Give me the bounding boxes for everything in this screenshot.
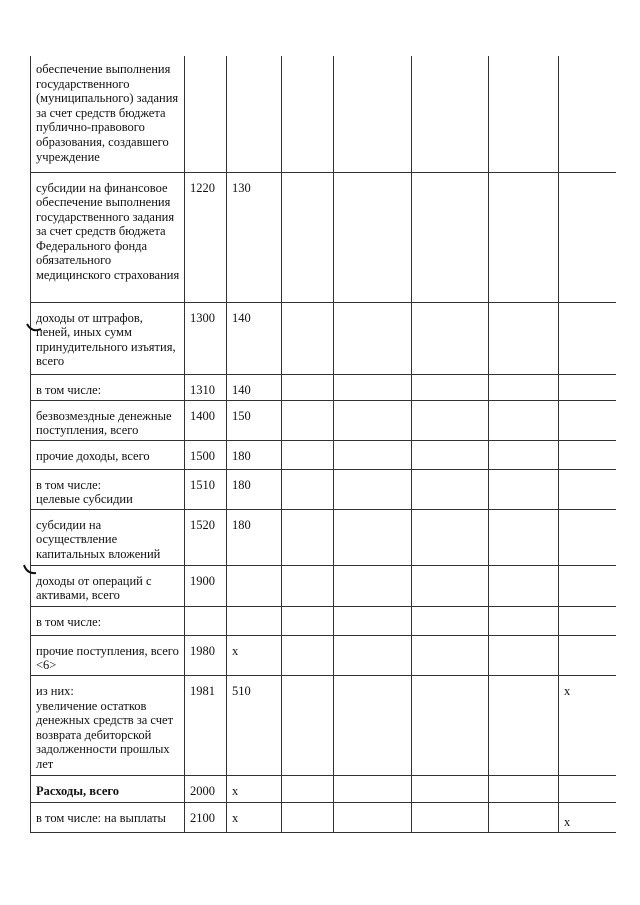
- row-kbk-cell: [227, 606, 282, 635]
- table-row: [31, 606, 616, 635]
- empty-cell: [282, 172, 334, 302]
- row-code-cell: 2100: [185, 803, 227, 833]
- empty-cell: [282, 440, 334, 469]
- empty-cell: [489, 509, 559, 565]
- row-name-cell: доходы от штрафов, пеней, иных сумм принудительного изъятия, всего: [31, 302, 185, 374]
- row-extra-cell: [559, 776, 616, 803]
- empty-cell: [282, 676, 334, 776]
- empty-cell: [334, 56, 412, 172]
- empty-cell: [489, 400, 559, 440]
- row-code-cell: 1520: [185, 509, 227, 565]
- empty-cell: [334, 469, 412, 509]
- empty-cell: [489, 374, 559, 400]
- empty-cell: [412, 440, 489, 469]
- row-name-cell: в том числе:: [31, 374, 185, 400]
- row-code-cell: 2000: [185, 776, 227, 803]
- empty-cell: [412, 400, 489, 440]
- empty-cell: [334, 776, 412, 803]
- row-name-cell: обеспечение выполнения государственного (муниципального) задания за счет средств бюджета публично-правового образования, создавшего учреждение: [31, 56, 185, 172]
- row-extra-cell: [559, 56, 616, 172]
- row-name-cell: Расходы, всего: [31, 776, 185, 803]
- empty-cell: [412, 374, 489, 400]
- empty-cell: [412, 676, 489, 776]
- row-code-cell: 1400: [185, 400, 227, 440]
- row-kbk-cell: x: [227, 635, 282, 675]
- row-kbk-cell: 150: [227, 400, 282, 440]
- table-row: [31, 302, 616, 374]
- row-code-cell: 1900: [185, 565, 227, 606]
- row-kbk-cell: x: [227, 776, 282, 803]
- row-name-cell: субсидии на финансовое обеспечение выполнения государственного задания за счет средств бюджета Федерального фонда обязательного медицинского страхования: [31, 172, 185, 302]
- empty-cell: [282, 635, 334, 675]
- row-kbk-cell: 180: [227, 469, 282, 509]
- row-extra-cell: x: [559, 803, 616, 833]
- row-extra-cell: [559, 509, 616, 565]
- row-kbk-cell: 140: [227, 302, 282, 374]
- empty-cell: [282, 776, 334, 803]
- row-name-cell: прочие поступления, всего <6>: [31, 635, 185, 675]
- row-name-cell: из них: увеличение остатков денежных средств за счет возврата дебиторской задолженности прошлых лет: [31, 676, 185, 776]
- empty-cell: [412, 565, 489, 606]
- empty-cell: [334, 565, 412, 606]
- empty-cell: [282, 56, 334, 172]
- empty-cell: [282, 803, 334, 833]
- empty-cell: [489, 469, 559, 509]
- empty-cell: [412, 302, 489, 374]
- table-row: [31, 565, 616, 606]
- row-extra-cell: [559, 172, 616, 302]
- table-row: [31, 374, 616, 400]
- empty-cell: [334, 302, 412, 374]
- scan-mark-icon: [26, 322, 42, 334]
- row-extra-cell: [559, 374, 616, 400]
- empty-cell: [334, 676, 412, 776]
- empty-cell: [412, 509, 489, 565]
- row-kbk-cell: 140: [227, 374, 282, 400]
- empty-cell: [334, 803, 412, 833]
- empty-cell: [489, 56, 559, 172]
- empty-cell: [282, 374, 334, 400]
- table-row: [31, 400, 616, 440]
- empty-cell: [334, 172, 412, 302]
- row-code-cell: [185, 606, 227, 635]
- table-row: [31, 803, 616, 833]
- row-name-cell: субсидии на осуществление капитальных вложений: [31, 509, 185, 565]
- row-name-cell: в том числе:: [31, 606, 185, 635]
- row-kbk-cell: [227, 56, 282, 172]
- empty-cell: [489, 676, 559, 776]
- row-extra-cell: [559, 400, 616, 440]
- empty-cell: [282, 606, 334, 635]
- table-row: [31, 469, 616, 509]
- budget-table: [30, 56, 616, 833]
- table-row: [31, 776, 616, 803]
- row-kbk-cell: 180: [227, 509, 282, 565]
- empty-cell: [334, 606, 412, 635]
- scan-mark-icon: [22, 564, 38, 576]
- empty-cell: [412, 803, 489, 833]
- row-code-cell: 1980: [185, 635, 227, 675]
- empty-cell: [282, 509, 334, 565]
- empty-cell: [489, 172, 559, 302]
- row-extra-cell: [559, 565, 616, 606]
- empty-cell: [412, 606, 489, 635]
- row-name-cell: в том числе: целевые субсидии: [31, 469, 185, 509]
- empty-cell: [334, 635, 412, 675]
- empty-cell: [489, 302, 559, 374]
- table-row: [31, 440, 616, 469]
- row-extra-cell: [559, 302, 616, 374]
- empty-cell: [412, 56, 489, 172]
- empty-cell: [489, 565, 559, 606]
- row-extra-cell: x: [559, 676, 616, 776]
- empty-cell: [412, 635, 489, 675]
- table-row: [31, 172, 616, 302]
- row-name-cell: безвозмездные денежные поступления, всего: [31, 400, 185, 440]
- row-code-cell: 1300: [185, 302, 227, 374]
- empty-cell: [334, 374, 412, 400]
- table-row: [31, 635, 616, 675]
- empty-cell: [412, 172, 489, 302]
- row-code-cell: 1510: [185, 469, 227, 509]
- row-name-cell: прочие доходы, всего: [31, 440, 185, 469]
- row-kbk-cell: 510: [227, 676, 282, 776]
- empty-cell: [489, 606, 559, 635]
- row-kbk-cell: [227, 565, 282, 606]
- row-code-cell: 1500: [185, 440, 227, 469]
- empty-cell: [489, 776, 559, 803]
- row-kbk-cell: 130: [227, 172, 282, 302]
- table-row: [31, 56, 616, 172]
- row-code-cell: [185, 56, 227, 172]
- row-code-cell: 1981: [185, 676, 227, 776]
- empty-cell: [334, 400, 412, 440]
- row-extra-cell: [559, 469, 616, 509]
- row-kbk-cell: 180: [227, 440, 282, 469]
- empty-cell: [489, 440, 559, 469]
- row-extra-cell: [559, 635, 616, 675]
- empty-cell: [282, 565, 334, 606]
- row-name-cell: в том числе: на выплаты: [31, 803, 185, 833]
- empty-cell: [282, 400, 334, 440]
- empty-cell: [282, 302, 334, 374]
- row-code-cell: 1220: [185, 172, 227, 302]
- empty-cell: [412, 776, 489, 803]
- table-row: [31, 676, 616, 776]
- empty-cell: [412, 469, 489, 509]
- row-code-cell: 1310: [185, 374, 227, 400]
- row-kbk-cell: x: [227, 803, 282, 833]
- empty-cell: [489, 803, 559, 833]
- table-row: [31, 509, 616, 565]
- empty-cell: [334, 440, 412, 469]
- row-name-cell: доходы от операций с активами, всего: [31, 565, 185, 606]
- empty-cell: [334, 509, 412, 565]
- row-extra-cell: [559, 440, 616, 469]
- empty-cell: [489, 635, 559, 675]
- row-extra-cell: [559, 606, 616, 635]
- empty-cell: [282, 469, 334, 509]
